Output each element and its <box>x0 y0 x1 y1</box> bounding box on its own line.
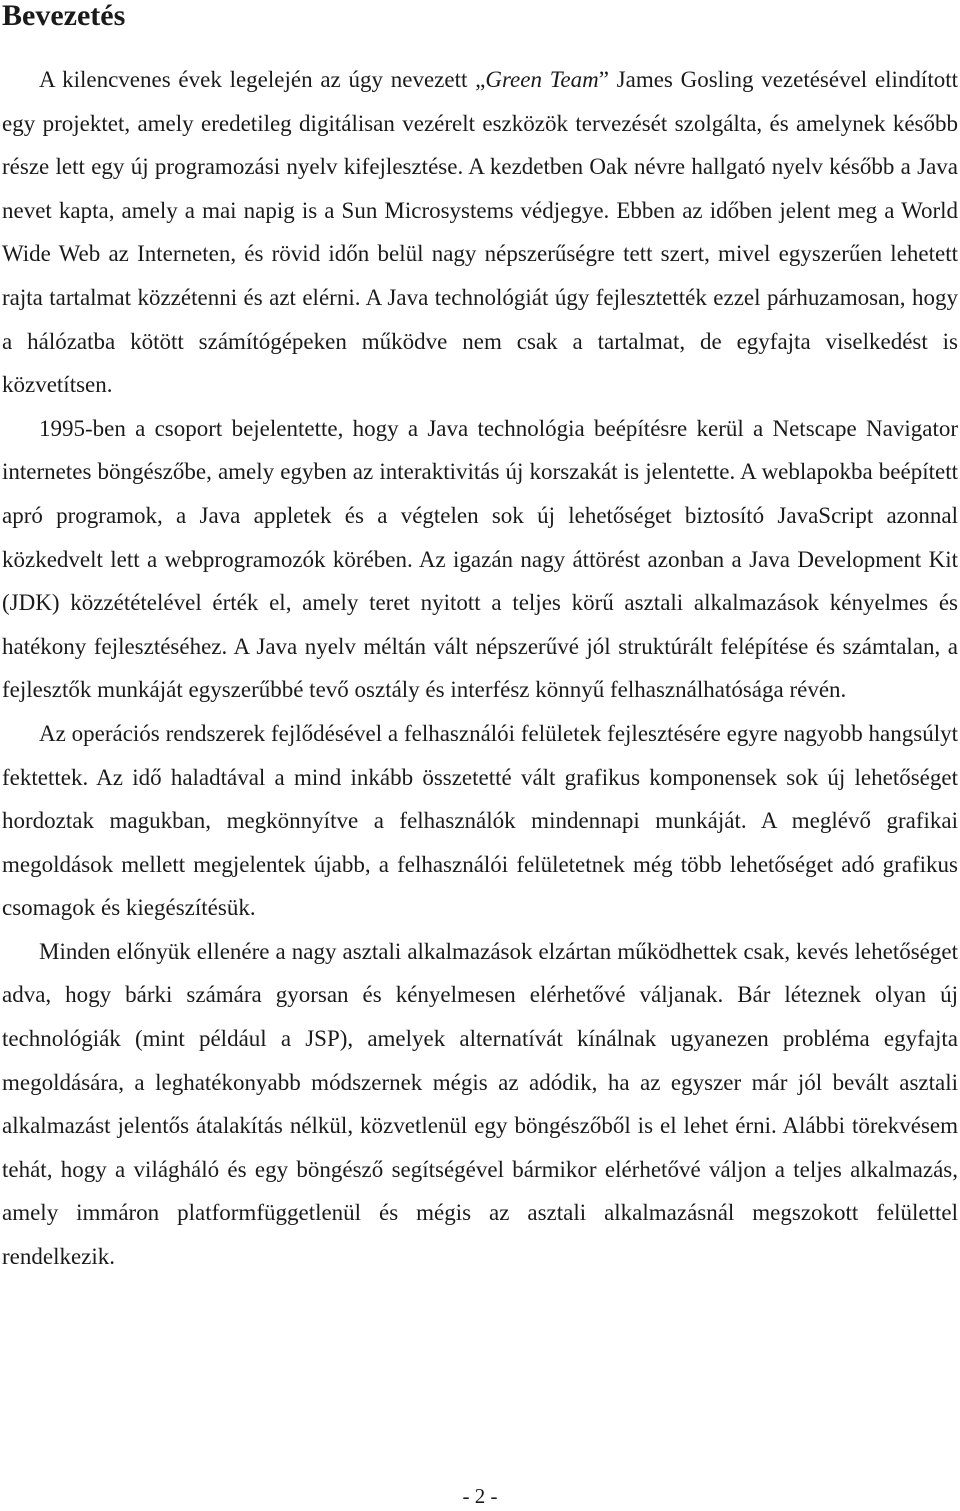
paragraph-3: Az operációs rendszerek fejlődésével a felhasználói felületek fejlesztésére egyre nagyobb hangsúlyt fektettek. Az idő haladtával a mind inkább összetetté vált grafikus komponensek sok új lehetőséget hordoztak magukban, megkönnyítve a felhasználók mindennapi munkáját. A meglévő grafikai megoldások mellett megjelentek újabb, a felhasználói felületetnek még több lehetőséget adó grafikus csomagok és kiegészítésük. <box>2 720 958 921</box>
paragraph-1-body: ” James Gosling vezetésével elindított egy projektet, amely eredetileg digitálisan vezérelt eszközök tervezését szolgálta, és amelynek később része lett egy új programozási nyelv kifejlesztése. A kezdetben Oak névre hallgató nyelv később a Java nevet kapta, amely a mai napig is a Sun Microsystems védjegye. Ebben az időben jelent meg a World Wide Web az Interneten, és rövid időn belül nagy népszerűségre tett szert, mivel egyszerűen lehetett rajta tartalmat közzétenni és azt elérni. A Java technológiát úgy fejlesztették ezzel párhuzamosan, hogy a hálózatba kötött számítógépeken működve nem csak a tartalmat, de egyfajta viselkedést is közvetítsen. <box>2 67 958 398</box>
page-number: - 2 - <box>462 1484 498 1508</box>
paragraph-1 <box>2 58 958 407</box>
page-title: Bevezetés <box>2 0 126 32</box>
paragraph-1-team-name: Green Team <box>485 67 599 92</box>
paragraph-1-intro: A kilencvenes évek legelején az úgy nevezett „ <box>39 67 486 92</box>
paragraph-2: 1995-ben a csoport bejelentette, hogy a Java technológia beépítésre kerül a Netscape Navigator internetes böngészőbe, amely egyben az interaktivitás új korszakát is jelentette. A weblapokba beépített apró programok, a Java appletek és a végtelen sok új lehetőséget biztosító JavaScript azonnal közkedvelt lett a webprogramozók körében. Az igazán nagy áttörést azonban a Java Development Kit (JDK) közzétételével érték el, amely teret nyitott a teljes körű asztali alkalmazások kényelmes és hatékony fejlesztéséhez. A Java nyelv méltán vált népszerűvé jól struktúrált felépítése és számtalan, a fejlesztők munkáját egyszerűbbé tevő osztály és interfész könnyű felhasználhatósága révén. <box>2 415 958 703</box>
paragraph-4: Minden előnyük ellenére a nagy asztali alkalmazások elzártan működhettek csak, kevés lehetőséget adva, hogy bárki számára gyorsan és kényelmesen elérhetővé váljanak. Bár léteznek olyan új technológiák (mint például a JSP), amelyek alternatívát kínálnak ugyanezen probléma egyfajta megoldására, a leghatékonyabb módszernek mégis az adódik, ha az egyszer már jól bevált asztali alkalmazást jelentős átalakítás nélkül, közvetlenül egy böngészőből is el lehet érni. Alábbi törekvésem tehát, hogy a világháló és egy böngésző segítségével bármikor elérhetővé váljon a teljes alkalmazás, amely immáron platformfüggetlenül és mégis az asztali alkalmazásnál megszokott felülettel rendelkezik. <box>2 938 958 1270</box>
